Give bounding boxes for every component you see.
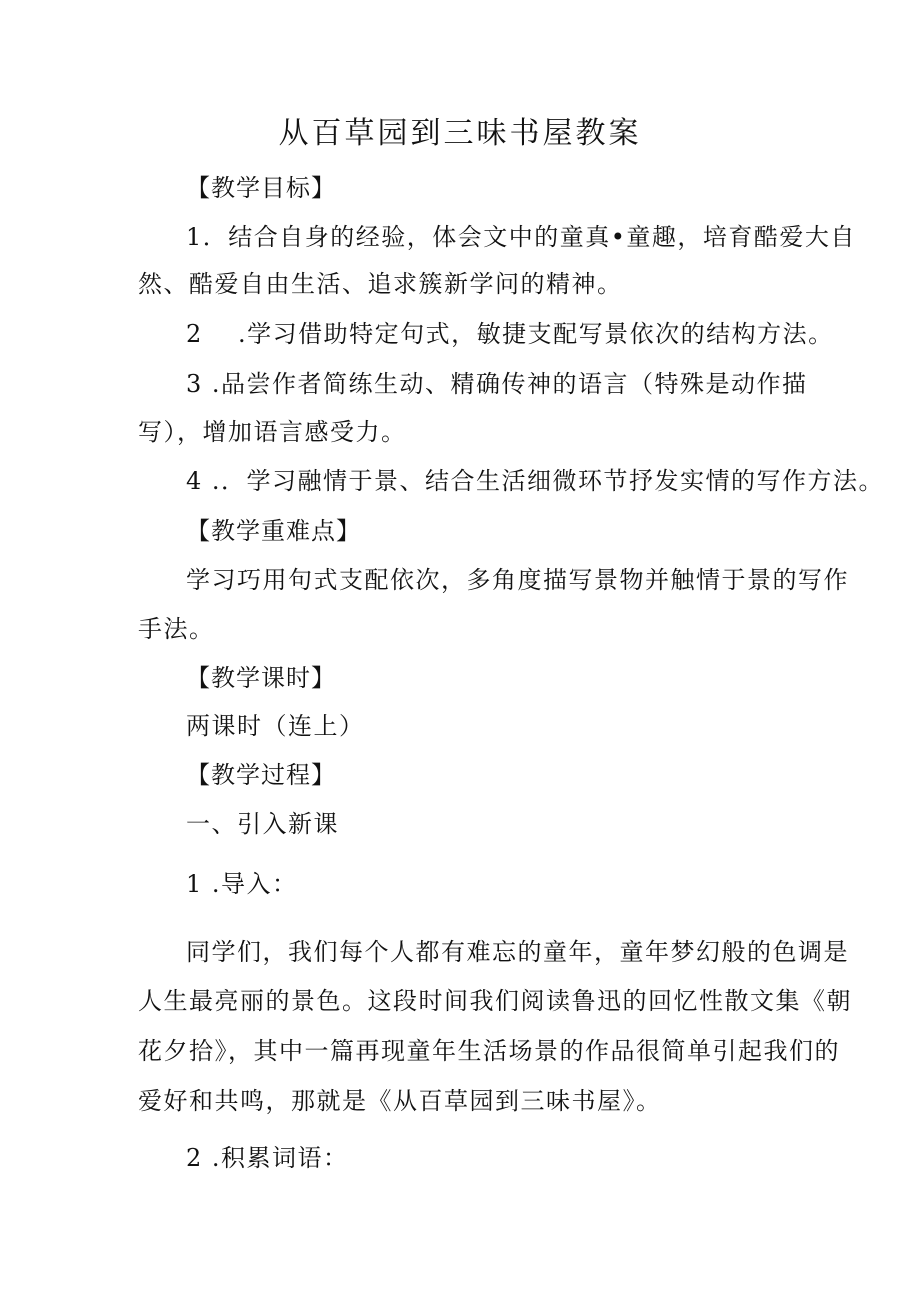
- intro-line-1: 同学们，我们每个人都有难忘的童年，童年梦幻般的色调是: [186, 938, 849, 966]
- objective-3-line-2: 写），增加语言感受力。: [138, 418, 407, 446]
- step-1-heading: 1 .导入：: [186, 870, 298, 898]
- intro-line-3: 花夕拾》，其中一篇再现童年生活场景的作品很简单引起我们的: [138, 1037, 840, 1065]
- objective-2-text: .学习借助特定句式，敏捷支配写景依次的结构方法。: [238, 320, 834, 348]
- section-heading-keypoints: 【教学重难点】: [186, 517, 361, 545]
- hours-text: 两课时（连上）: [186, 712, 365, 740]
- objective-4: 4 .．学习融情于景、结合生活细微环节抒发实情的写作方法。: [186, 467, 885, 495]
- objective-2-number: 2: [186, 320, 203, 348]
- document-title: 从百草园到三味书屋教案: [278, 116, 642, 151]
- objective-1-line-1: 1．结合自身的经验，体会文中的童真•童趣，培育酷爱大自: [186, 223, 856, 251]
- intro-line-4: 爱好和共鸣，那就是《从百草园到三味书屋》。: [138, 1087, 662, 1115]
- step-2-heading: 2 .积累词语：: [186, 1144, 349, 1172]
- objective-1-line-2: 然、酷爱自由生活、追求簇新学问的精神。: [138, 270, 623, 298]
- intro-line-2: 人生最亮丽的景色。这段时间我们阅读鲁迅的回忆性散文集《朝: [138, 987, 852, 1015]
- section-heading-process: 【教学过程】: [186, 761, 336, 789]
- keypoints-line-1: 学习巧用句式支配依次，多角度描写景物并触情于景的写作: [186, 566, 849, 594]
- part-1-heading: 一、引入新课: [186, 810, 339, 838]
- keypoints-line-2: 手法。: [138, 615, 215, 643]
- section-heading-hours: 【教学课时】: [186, 664, 336, 692]
- section-heading-objectives: 【教学目标】: [186, 174, 336, 202]
- objective-3-line-1: 3 .品尝作者简练生动、精确传神的语言（特殊是动作描: [186, 370, 808, 398]
